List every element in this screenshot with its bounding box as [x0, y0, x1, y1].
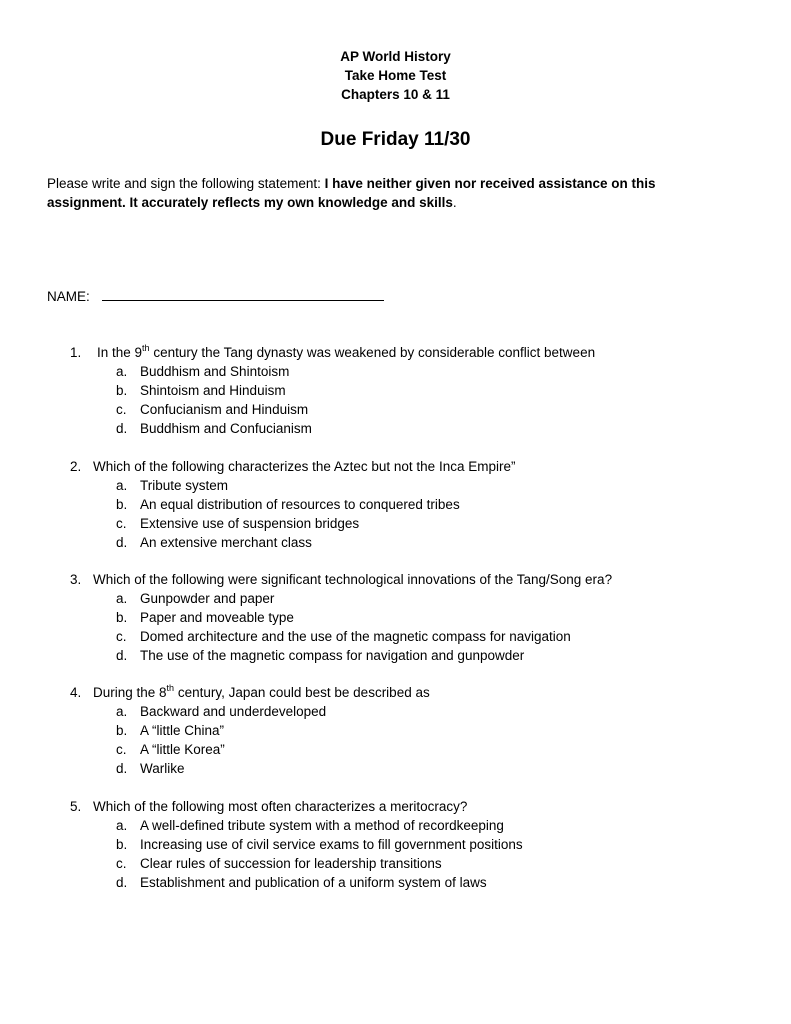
option-text: Extensive use of suspension bridges [140, 516, 360, 532]
option-text: Increasing use of civil service exams to fill government positions [140, 837, 523, 853]
test-title: Take Home Test [344, 68, 447, 83]
question-text-sup: th [166, 683, 175, 693]
option-b[interactable] [0, 721, 791, 740]
question-stem [0, 343, 791, 362]
question-text [97, 343, 595, 362]
option-text: Confucianism and Hinduism [140, 402, 309, 418]
option-text: A well-defined tribute system with a method of recordkeeping [140, 818, 504, 833]
option-d[interactable] [0, 646, 791, 665]
option-letter: b. [116, 723, 128, 739]
option-c[interactable] [0, 627, 791, 646]
option-a[interactable] [0, 362, 791, 381]
option-letter: c. [116, 856, 127, 872]
option-letter: c. [116, 402, 127, 418]
option-text: An extensive merchant class [140, 535, 312, 551]
option-text: Domed architecture and the use of the magnetic compass for navigation [140, 629, 571, 645]
option-letter: b. [116, 610, 128, 626]
question-text-post: century, Japan could best be described as [174, 685, 430, 700]
option-b[interactable] [0, 495, 791, 514]
question-stem [0, 683, 791, 702]
option-text: Buddhism and Confucianism [140, 421, 312, 437]
option-text: Tribute system [140, 478, 229, 493]
question-5 [0, 797, 791, 892]
option-b[interactable] [0, 381, 791, 400]
option-text: Paper and moveable type [140, 610, 294, 626]
question-text-sup: th [142, 343, 150, 353]
option-letter: a. [116, 364, 128, 379]
option-text: Establishment and publication of a uniform system of laws [140, 875, 487, 891]
question-number: 3. [70, 572, 82, 587]
question-4 [0, 683, 791, 778]
option-letter: b. [116, 383, 128, 399]
option-letter: d. [116, 421, 128, 437]
option-a[interactable] [0, 702, 791, 721]
question-text: Which of the following characterizes the Aztec but not the Inca Empire” [93, 459, 516, 474]
option-text: An equal distribution of resources to conquered tribes [140, 497, 460, 513]
option-letter: a. [116, 591, 128, 606]
option-letter: d. [116, 535, 128, 551]
question-text-pre: In the 9 [97, 345, 143, 360]
question-number: 1. [70, 345, 82, 360]
option-text: Backward and underdeveloped [140, 704, 327, 719]
question-1 [0, 343, 791, 438]
option-c[interactable] [0, 514, 791, 533]
option-text: Warlike [140, 761, 185, 777]
statement-bold-2: assignment. It accurately reflects my own knowledge and skills [47, 195, 453, 210]
option-text: A “little China” [140, 723, 225, 739]
question-3 [0, 570, 791, 665]
option-d[interactable] [0, 419, 791, 438]
question-stem [0, 457, 791, 476]
option-text: Clear rules of succession for leadership transitions [140, 856, 442, 872]
question-text: Which of the following most often characterizes a meritocracy? [93, 799, 468, 814]
statement-prefix: Please write and sign the following statement: [47, 176, 325, 191]
option-letter: c. [116, 516, 127, 532]
option-b[interactable] [0, 835, 791, 854]
option-d[interactable] [0, 759, 791, 778]
option-letter: c. [116, 629, 127, 645]
question-number: 2. [70, 459, 82, 474]
option-a[interactable] [0, 476, 791, 495]
name-blank-line[interactable] [102, 287, 384, 301]
option-text: The use of the magnetic compass for navigation and gunpowder [140, 648, 525, 664]
option-letter: a. [116, 704, 128, 719]
option-a[interactable] [0, 589, 791, 608]
option-c[interactable] [0, 400, 791, 419]
due-date-heading: Due Friday 11/30 [320, 129, 471, 150]
statement-suffix: . [452, 195, 457, 210]
option-letter: d. [116, 875, 128, 891]
option-text: Shintoism and Hinduism [140, 383, 286, 399]
option-letter: d. [116, 648, 128, 664]
option-letter: d. [116, 761, 128, 777]
question-text-post: century the Tang dynasty was weakened by considerable conflict between [149, 345, 596, 360]
question-number: 5. [70, 799, 82, 814]
question-text-pre: During the 8 [93, 685, 167, 700]
option-letter: a. [116, 478, 128, 493]
question-stem [0, 797, 791, 816]
option-text: Buddhism and Shintoism [140, 364, 290, 379]
option-c[interactable] [0, 740, 791, 759]
name-field-row [47, 287, 384, 304]
statement-bold-1: I have neither given nor received assistance on this [324, 176, 656, 191]
question-number: 4. [70, 685, 82, 700]
name-label: NAME: [47, 289, 90, 304]
option-text: A “little Korea” [140, 742, 225, 758]
option-b[interactable] [0, 608, 791, 627]
option-letter: c. [116, 742, 127, 758]
chapters-title: Chapters 10 & 11 [341, 87, 450, 102]
option-d[interactable] [0, 533, 791, 552]
question-2 [0, 457, 791, 552]
question-text: Which of the following were significant technological innovations of the Tang/Song era? [93, 572, 613, 587]
option-text: Gunpowder and paper [140, 591, 275, 606]
option-c[interactable] [0, 854, 791, 873]
honor-statement [47, 174, 737, 212]
option-letter: b. [116, 497, 128, 513]
option-letter: a. [116, 818, 128, 833]
course-title: AP World History [340, 49, 451, 64]
test-header [0, 47, 791, 104]
option-d[interactable] [0, 873, 791, 892]
option-a[interactable] [0, 816, 791, 835]
question-text [93, 683, 430, 702]
option-letter: b. [116, 837, 128, 853]
question-stem [0, 570, 791, 589]
